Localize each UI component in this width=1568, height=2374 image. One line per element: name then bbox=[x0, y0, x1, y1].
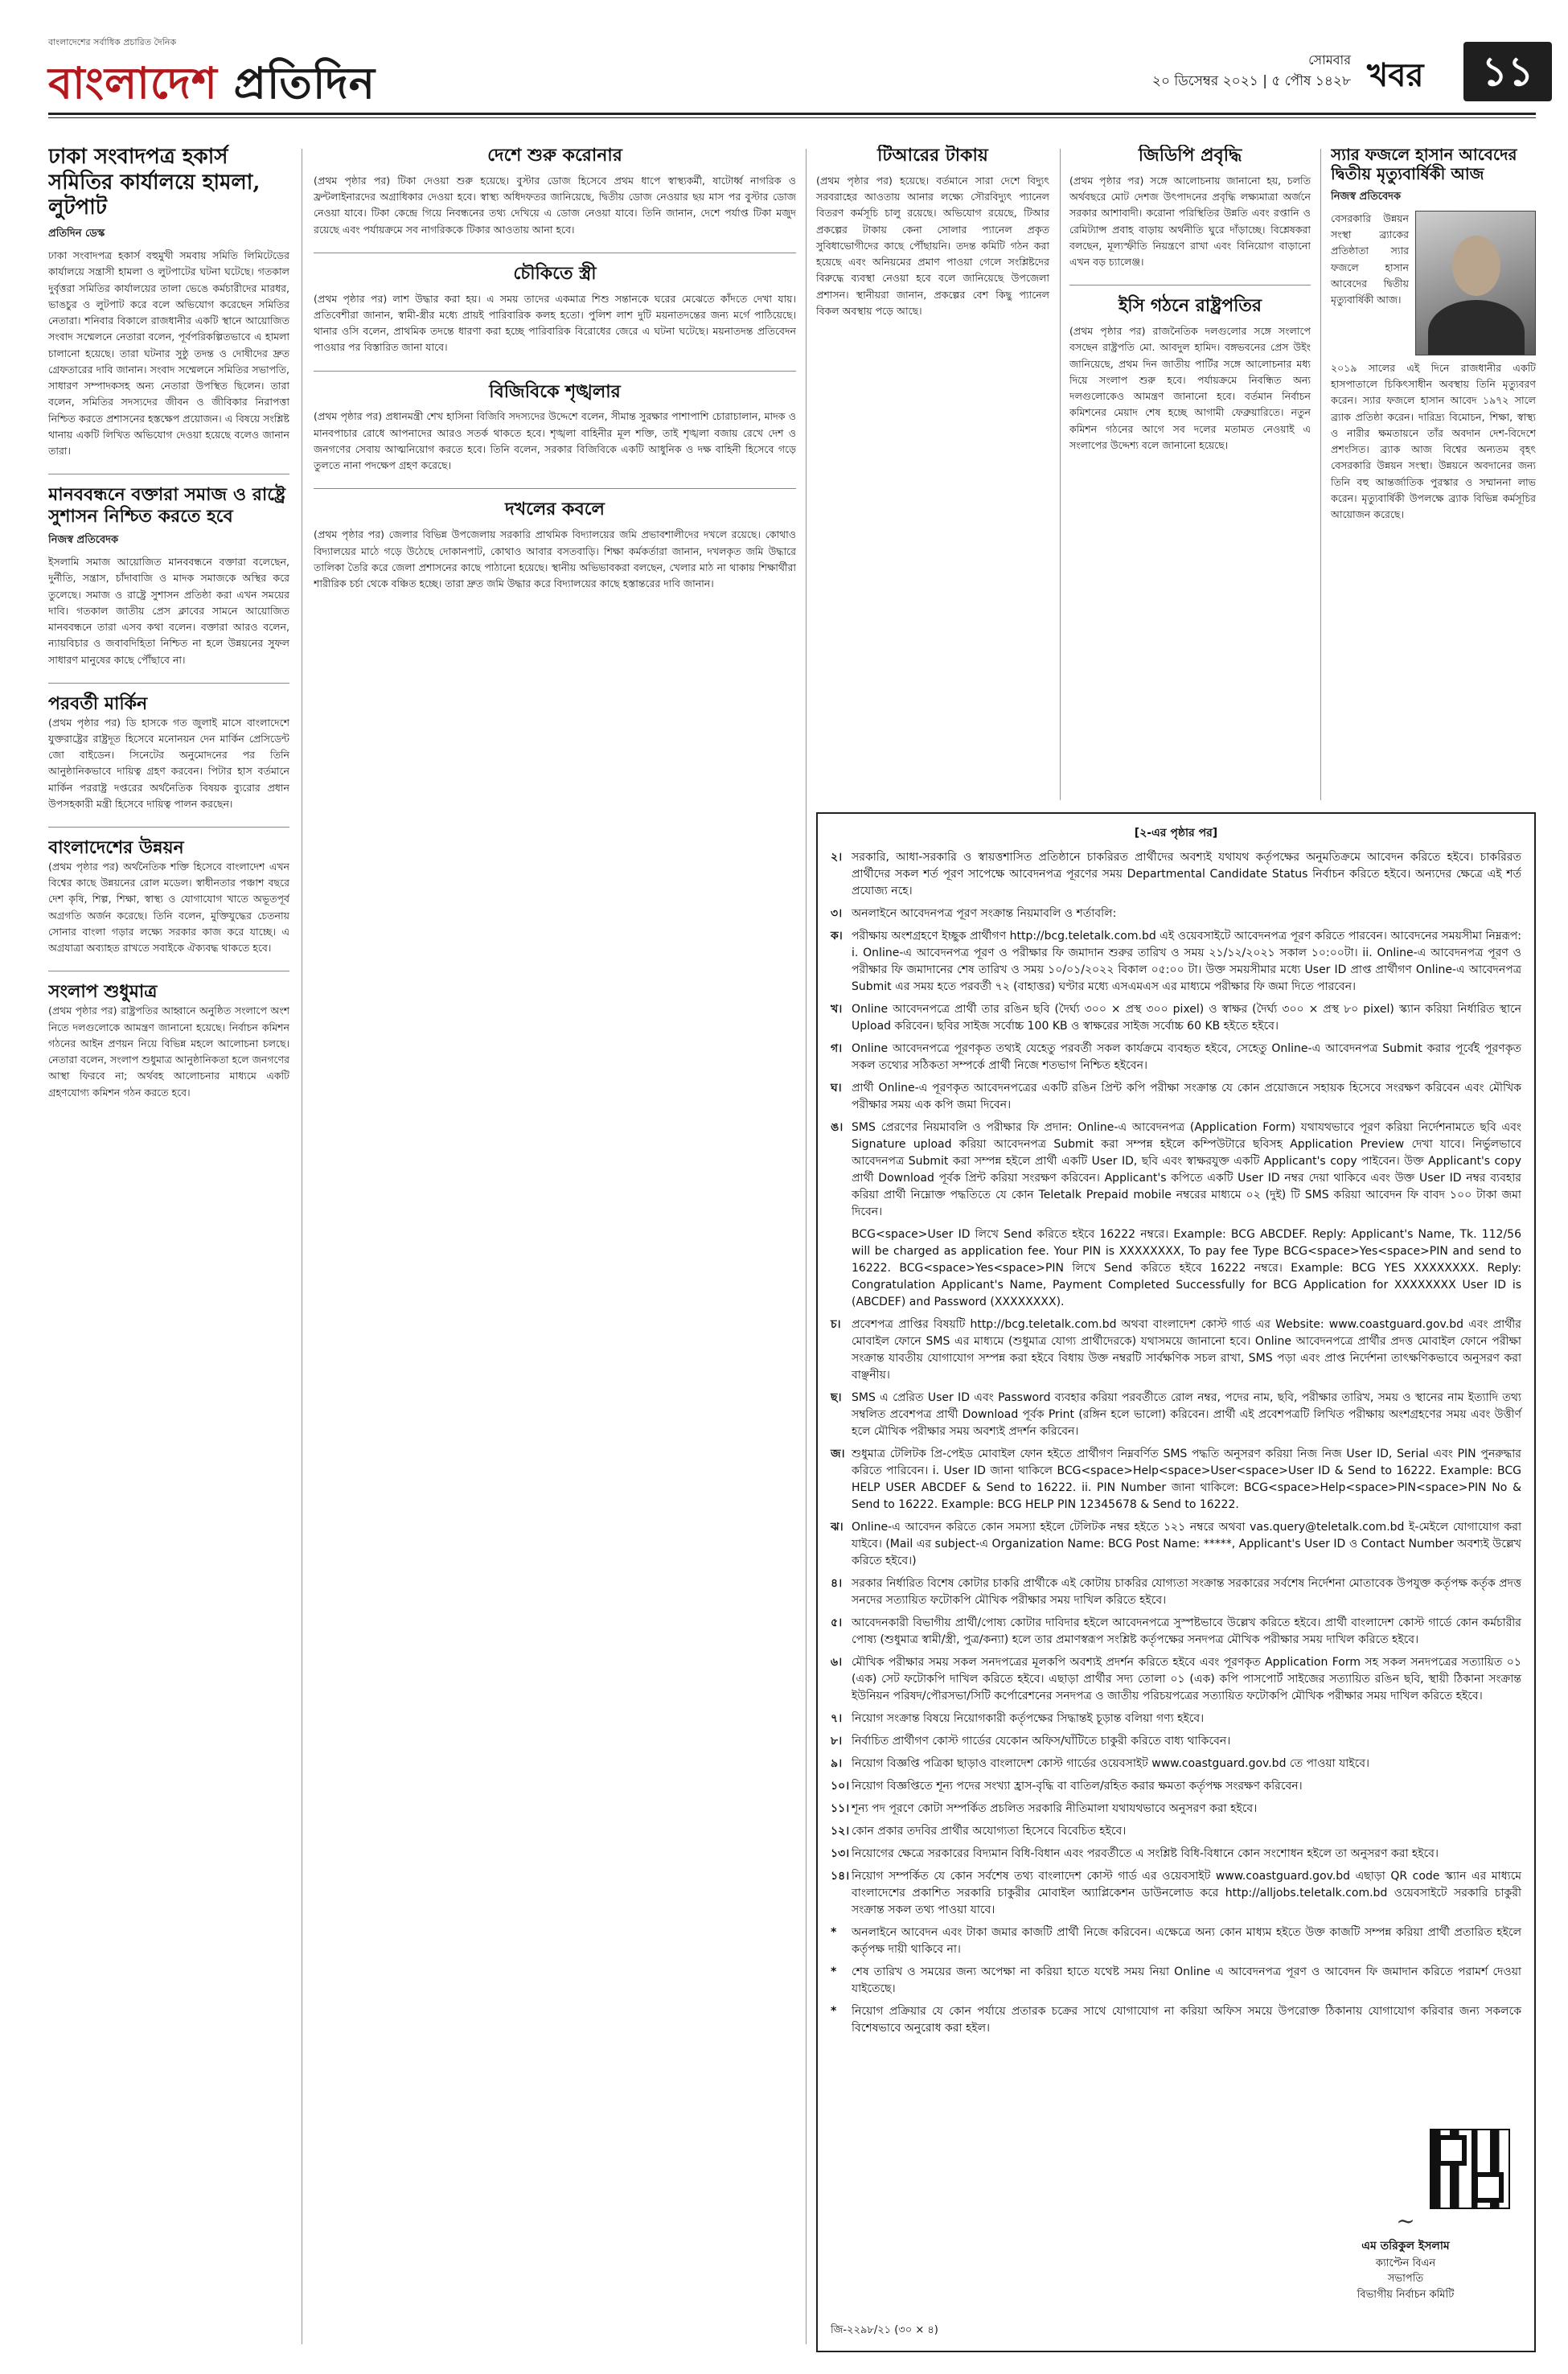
story-body: (প্রথম পৃষ্ঠার পর) অর্থনৈতিক শক্তি হিসেবে বাংলাদেশ এখন বিশ্বের কাছে উন্নয়নের রোল মডেল। স্বাধীনতার পঞ্চাশ বছরে দেশ কৃষি, শিল্প, শিক্ষা, স্বাস্থ্য ও যোগাযোগ খাতে অভূতপূর্ব অগ্রগতি অর্জন করেছে। তিনি বলেন, মুক্তিযুদ্ধের চেতনায় সোনার বাংলা গড়ার লক্ষ্যে সরকার কাজ করে যাচ্ছে। এ অগ্রযাত্রা অব্যাহত রাখতে সবাইকে ঐক্যবদ্ধ থাকতে হবে। bbox=[48, 860, 289, 955]
portrait-head-shape bbox=[1452, 236, 1500, 296]
story-lead-row bbox=[1331, 211, 1536, 355]
notice-item bbox=[831, 849, 1521, 900]
notice-item-number: ৯। bbox=[831, 1757, 843, 1770]
column-1 bbox=[48, 145, 289, 2348]
notice-item-number: ছ। bbox=[831, 1391, 842, 1404]
recruitment-notice bbox=[816, 812, 1536, 2352]
story-body: (প্রথম পৃষ্ঠার পর) সঙ্গে আলোচনায় জানানো হয়, চলতি অর্থবছরে মোট দেশজ উৎপাদনের প্রবৃদ্ধি লক্ষ্যমাত্রা অর্জনে সরকার আশাবাদী। করোনা পরিস্থিতির উন্নতি এবং রপ্তানি ও রেমিট্যান্স প্রবাহ বাড়ায় অর্থনীতি ঘুরে দাঁড়াচ্ছে। বিশ্লেষকরা বলছেন, মূল্যস্ফীতি নিয়ন্ত্রণে রাখা এবং বিনিয়োগ বাড়ানো এখন বড় চ্যালেঞ্জ। bbox=[1069, 174, 1311, 269]
notice-item bbox=[831, 1041, 1521, 1074]
notice-item bbox=[831, 1001, 1521, 1035]
notice-item-number: খ। bbox=[831, 1003, 843, 1016]
signer-committee: বিভাগীয় নির্বাচন কমিটি bbox=[1357, 2288, 1455, 2301]
notice-item-text: আবেদনকারী বিভাগীয় প্রার্থী/পোষ্য কোটার দাবিদার হইলে আবেদনপত্রে সুস্পষ্টভাবে উল্লেখ করিতে হইবে। প্রার্থী বাংলাদেশ কোস্ট গার্ডে কোন কর্মচারীর পোষ্য (শুধুমাত্র স্বামী/স্ত্রী, পুত্র/কন্যা) হলে তার প্রমাণস্বরূপ সংশ্লিষ্ট কর্তৃপক্ষের সনদপত্র মৌখিক পরীক্ষার সময় দাখিল করিতে হইবে। bbox=[852, 1616, 1521, 1646]
story-lead: বেসরকারি উন্নয়ন সংস্থা ব্র্যাকের প্রতিষ্ঠাতা স্যার ফজলে হাসান আবেদের দ্বিতীয় মৃত্যুবার্ষিকী আজ। bbox=[1331, 212, 1409, 306]
notice-item-number bbox=[831, 1226, 852, 1311]
notice-item bbox=[831, 1846, 1521, 1863]
notice-item-text: নির্বাচিত প্রার্থীগণ কোস্ট গার্ডের যেকোন অফিস/ঘাঁটিতে চাকুরী করিতে বাধ্য থাকিবেন। bbox=[852, 1735, 1231, 1748]
notice-item bbox=[831, 1756, 1521, 1772]
notice-item-number: গ। bbox=[831, 1042, 843, 1055]
column-4 bbox=[1069, 145, 1311, 796]
notice-item bbox=[831, 1964, 1521, 1998]
column-5 bbox=[1331, 145, 1536, 796]
notice-item bbox=[831, 1654, 1521, 1705]
story-body: (প্রথম পৃষ্ঠার পর) প্রধানমন্ত্রী শেখ হাসিনা বিজিবি সদস্যদের উদ্দেশে বলেন, সীমান্ত সুরক্ষার পাশাপাশি চোরাচালান, মাদক ও মানবপাচার রোধে আপনাদের আরও সতর্ক থাকতে হবে। শৃঙ্খলা বাহিনীর মূল শক্তি, তাই শৃঙ্খলা বজায় রেখে দেশ ও জনগণের সেবায় আত্মনিয়োগ করতে হবে। তিনি বলেন, সরকার বিজিবিকে একটি আধুনিক ও দক্ষ বাহিনী হিসেবে গড়ে তুলতে নানা পদক্ষেপ গ্রহণ করেছে। bbox=[314, 410, 796, 472]
column-2 bbox=[314, 145, 796, 2348]
story-occupation[interactable] bbox=[314, 499, 796, 592]
notice-item-number: ঘ। bbox=[831, 1082, 842, 1095]
story-headline: মানববন্ধনে বক্তারা সমাজ ও রাষ্ট্রে সুশাসন নিশ্চিত করতে হবে bbox=[48, 484, 286, 528]
notice-item-number: ১১। bbox=[831, 1802, 850, 1815]
qr-code-icon[interactable] bbox=[1430, 2129, 1510, 2209]
notice-item-text: নিয়োগ প্রক্রিয়ার যে কোন পর্যায়ে প্রতারক চক্রের সাথে যোগাযোগ না করিয়া অফিস সময়ে উপরোক্ত ঠিকানায় যোগাযোগ করিবার জন্য সকলকে বিশেষভাবে অনুরোধ করা হইল। bbox=[852, 2005, 1521, 2035]
page-number: ১১ bbox=[1463, 42, 1552, 101]
notice-item-text: প্রবেশপত্র প্রাপ্তির বিষয়টি http://bcg.teletalk.com.bd অথবা বাংলাদেশ কোস্ট গার্ড এর Website: www.coastguard.gov.bd এবং প্রার্থীর মোবাইল ফোনে SMS এর মাধ্যমে (শুধুমাত্র যোগ্য প্রার্থীদেরকে) যথাসময়ে জানানো হবে। Online আবেদনপত্রে প্রার্থীর প্রদত্ত মোবাইল ফোনে পরীক্ষা সংক্রান্ত যাবতীয় যোগাযোগ সম্পন্ন করা হইবে বিধায় উক্ত নম্বরটি সার্বক্ষণিক সচল রাখা, SMS পড়া এবং প্রাপ্ত নির্দেশনা তাৎক্ষণিকভাবে অনুসরণ করা বাঞ্ছনীয়। bbox=[852, 1318, 1521, 1382]
notice-item-text: শুধুমাত্র টেলিটক প্রি-পেইড মোবাইল ফোন হইতে প্রার্থীগণ নিম্নবর্ণিত SMS পদ্ধতি অনুসরণ করিয়া নিজ নিজ User ID, Serial এবং PIN পুনরুদ্ধার করিতে পারিবেন। i. User ID জানা থাকিলে BCG<space>Help<space>User<space>User ID & Send to 16222. Example: BCG HELP USER ABCDEF & Send to 16222. ii. PIN Number জানা থাকিলে: BCG<space>Help<space>PIN<space>PIN No & Send to 16222. Example: BCG HELP PIN 12345678 & Send to 16222. bbox=[852, 1448, 1521, 1511]
notice-item-number: * bbox=[831, 1965, 837, 1978]
divider bbox=[314, 371, 796, 372]
notice-item-text: শূন্য পদ পূরণে কোটা সম্পর্কিত প্রচলিত সরকারি নীতিমালা যথাযথভাবে অনুসরণ করা হইবে। bbox=[852, 1802, 1258, 1815]
story-headline: দেশে শুরু করোনার bbox=[487, 145, 622, 166]
story-headline: পরবর্তী মার্কিন bbox=[48, 692, 148, 714]
notice-item-text: Online আবেদনপত্রে প্রার্থী তার রঙিন ছবি (দৈর্ঘ্য ৩০০ × প্রস্থ ৩০০ pixel) ও স্বাক্ষর (দৈর্ঘ্য ৩০০ × প্রস্থ ৮০ pixel) স্ক্যান করিয়া নির্ধারিত স্থানে Upload করিবেন। ছবির সাইজ সর্বোচ্চ 100 KB ও স্বাক্ষরের সাইজ সর্বোচ্চ 60 KB হইতে হইবে। bbox=[852, 1003, 1521, 1033]
notice-item-text: BCG<space>User ID লিখে Send করিতে হইবে 16222 নম্বরে। Example: BCG ABCDEF. Reply: Applicant's Name, Tk. 112/56 will be charged as application fee. Your PIN is XXXXXXXX, To pay fee Type BCG<space>Yes<space>PIN and send to 16222. BCG<space>Yes<space>PIN লিখে Send করিতে হইবে 16222 নম্বরে। Example: BCG YES XXXXXXXX. Reply: Congratulation Applicant's Name, Payment Completed Successfully for BCG Application for XXXXXXXX User ID is (ABCDEF) and Password (XXXXXXXX). bbox=[852, 1228, 1521, 1308]
notice-item-text: অনলাইনে আবেদন এবং টাকা জমার কাজটি প্রার্থী নিজে করিবেন। এক্ষেত্রে অন্য কোন মাধ্যম হইতে উক্ত কাজটি সম্পন্ন করিয়া প্রার্থী প্রতারিত হইলে কর্তৃপক্ষ দায়ী থাকিবে না। bbox=[852, 1926, 1521, 1956]
column-rule bbox=[1060, 149, 1061, 800]
ad-reference-number: জি-২২৯৮/২১ (৩০ × ৪) bbox=[831, 2324, 938, 2336]
signer-rank: ক্যাপ্টেন বিএন bbox=[1375, 2257, 1436, 2269]
notice-item bbox=[831, 1316, 1521, 1384]
notice-item bbox=[831, 1519, 1521, 1570]
story-body: ইসলামি সমাজ আয়োজিত মানববন্ধনে বক্তারা বলেছেন, দুর্নীতি, সন্ত্রাস, চাঁদাবাজি ও মাদক সমাজকে অস্থির করে তুলেছে। সমাজ ও রাষ্ট্রে সুশাসন প্রতিষ্ঠা করা এখন সময়ের দাবি। গতকাল জাতীয় প্রেস ক্লাবের সামনে আয়োজিত মানববন্ধনে তারা এসব কথা বলেন। বক্তারা আরও বলেন, ন্যায়বিচার ও জবাবদিহিতা নিশ্চিত না হলে উন্নয়নের সুফল সাধারণ মানুষের কাছে পৌঁছাবে না। bbox=[48, 556, 289, 666]
notice-item-number: ১০। bbox=[831, 1780, 850, 1793]
story-byline: নিজস্ব প্রতিবেদক bbox=[48, 534, 119, 547]
notice-item-number: ৭। bbox=[831, 1712, 843, 1725]
notice-item-text: অনলাইনে আবেদনপত্র পূরণ সংক্রান্ত নিয়মাবলি ও শর্তাবলি: bbox=[852, 907, 1117, 920]
column-rule bbox=[806, 149, 807, 2344]
logo-part-a: বাংলাদেশ bbox=[48, 57, 234, 109]
notice-item-number: ক। bbox=[831, 930, 843, 943]
story-wife-bed[interactable] bbox=[314, 263, 796, 356]
portrait-photo bbox=[1415, 211, 1536, 355]
notice-item-number: * bbox=[831, 2005, 837, 2018]
signer-role: সভাপতি bbox=[1387, 2273, 1424, 2285]
notice-item bbox=[831, 928, 1521, 996]
masthead-rule-thin bbox=[48, 117, 1536, 118]
signer-name: এম তরিকুল ইসলাম bbox=[1361, 2239, 1450, 2253]
story-gdp[interactable] bbox=[1069, 145, 1311, 270]
notice-continuation-head: [২-এর পৃষ্ঠার পর] bbox=[1134, 827, 1218, 840]
notice-item bbox=[831, 1868, 1521, 1919]
notice-item bbox=[831, 1080, 1521, 1114]
notice-item-number: ৮। bbox=[831, 1735, 843, 1748]
story-body: ২০১৯ সালের এই দিনে রাজধানীর একটি হাসপাতালে চিকিৎসাধীন অবস্থায় তিনি মৃত্যুবরণ করেন। স্যার ফজলে হাসান আবেদ ১৯৭২ সালে ব্র্যাক প্রতিষ্ঠা করেন। দারিদ্র্য বিমোচন, শিক্ষা, স্বাস্থ্য ও নারীর ক্ষমতায়নে তাঁর অবদান দেশ-বিদেশে প্রশংসিত। ব্র্যাক আজ বিশ্বের অন্যতম বৃহৎ বেসরকারি উন্নয়ন সংস্থা। উন্নয়নে অবদানের জন্য তিনি বহু আন্তর্জাতিক পুরস্কার ও সম্মাননা লাভ করেন। মৃত্যুবার্ষিকী উপলক্ষে ব্র্যাক বিভিন্ন কর্মসূচির আয়োজন করেছে। bbox=[1331, 361, 1536, 521]
notice-item bbox=[831, 2003, 1521, 2037]
notice-item bbox=[831, 1711, 1521, 1727]
notice-item-number: ঙ। bbox=[831, 1121, 844, 1134]
notice-item-number: ৩। bbox=[831, 907, 843, 920]
notice-item-number: ১২। bbox=[831, 1825, 850, 1838]
logo-part-b: প্রতিদিন bbox=[233, 57, 376, 109]
notice-item-number: ৫। bbox=[831, 1616, 843, 1629]
story-headline: জিডিপি প্রবৃদ্ধি bbox=[1138, 145, 1242, 166]
notice-item-number: জ। bbox=[831, 1448, 845, 1460]
story-booster[interactable] bbox=[314, 145, 796, 238]
story-body: (প্রথম পৃষ্ঠার পর) ডি হাসকে গত জুলাই মাসে বাংলাদেশে যুক্তরাষ্ট্রের রাষ্ট্রদূত হিসেবে মনোনয়ন দেন মার্কিন প্রেসিডেন্ট জো বাইডেন। সিনেটের অনুমোদনের পর তিনি আনুষ্ঠানিকভাবে দায়িত্ব গ্রহণ করবেন। পিটার হাস বর্তমানে মার্কিন পররাষ্ট্র দপ্তরের অর্থনৈতিক বিষয়ক ব্যুরোর প্রধান উপসহকারী মন্ত্রী হিসেবে দায়িত্ব পালন করছেন। bbox=[48, 716, 289, 810]
notice-item bbox=[831, 1924, 1521, 1958]
notice-item-text: Online আবেদনপত্রে পূরণকৃত তথ্যই যেহেতু পরবর্তী সকল কার্যক্রমে ব্যবহৃত হইবে, সেহেতু Online-এ আবেদনপত্র Submit করার পূর্বেই পূরণকৃত সকল তথ্যের সঠিকতা সম্পর্কে প্রার্থী নিজে শতভাগ নিশ্চিত হইবেন। bbox=[852, 1042, 1521, 1072]
notice-item-text: Online-এ আবেদন করিতে কোন সমস্যা হইলে টেলিটক নম্বর হইতে ১২১ নম্বরে অথবা vas.query@teletalk.com.bd ই-মেইলে যোগাযোগ করা যাইবে। (Mail এর subject-এ Organization Name: BCG Post Name: *****, Applicant's User ID ও Contact Number অবশ্যই উল্লেখ করিতে হইবে।) bbox=[852, 1521, 1521, 1567]
notice-item bbox=[831, 1801, 1521, 1817]
notice-item-text: নিয়োগ বিজ্ঞপ্তি পত্রিকা ছাড়াও বাংলাদেশ কোস্ট গার্ডের ওয়েবসাইট www.coastguard.gov.bd তে পাওয়া যাইবে। bbox=[852, 1757, 1369, 1770]
story-human-chain[interactable] bbox=[48, 484, 289, 667]
notice-item-number: ঝ। bbox=[831, 1521, 844, 1534]
divider bbox=[48, 683, 289, 684]
issue-day: সোমবার bbox=[1308, 52, 1351, 68]
notice-item-text: পরীক্ষায় অংশগ্রহণে ইচ্ছুক প্রার্থীগণ http://bcg.teletalk.com.bd এই ওয়েবসাইটে আবেদনপত্র পূরণ করিতে পারবেন। আবেদনের সময়সীমা নিম্নরূপ: i. Online-এ আবেদনপত্র পূরণ ও পরীক্ষার ফি জমাদান শুরুর তারিখ ও সময় ২১/১২/২০২১ সকাল ১০:০০টা। ii. Online-এ আবেদনপত্র পূরণ ও পরীক্ষার ফি জমাদানের শেষ তারিখ ও সময় ১০/০১/২০২২ বিকাল ০৫:০০ টা। উক্ত সময়সীমার মধ্যে User ID প্রাপ্ত প্রার্থীগণ Online-এ আবেদনপত্র Submit এর সময় হতে পরবর্তী ৭২ (বাহাত্তর) ঘণ্টার মধ্যে এসএমএস এর মাধ্যমে পরীক্ষার ফি জমা দিতে পারবেন। bbox=[852, 930, 1521, 993]
column-3 bbox=[816, 145, 1049, 796]
notice-item bbox=[831, 1823, 1521, 1840]
story-byline: প্রতিদিন ডেস্ক bbox=[48, 228, 105, 240]
story-development[interactable] bbox=[48, 837, 289, 956]
notice-item-text: SMS প্রেরণের নিয়মাবলি ও পরীক্ষার ফি প্রদান: Online-এ আবেদনপত্র (Application Form) যথাযথভাবে পূরণ করিয়া নির্দেশনামতে ছবি এবং Signature upload করিয়া আবেদনপত্র Submit করা সম্পন্ন হইলে কম্পিউটারে ছবিসহ Application Preview দেখা যাবে। নির্ভুলভাবে আবেদনপত্র Submit করা সম্পন্ন হইলে প্রার্থী একটি User ID, ছবি এবং স্বাক্ষরযুক্ত একটি Applicant's copy পাইবেন। উক্ত Applicant's copy প্রার্থী Download পূর্বক প্রিন্ট করিয়া সংরক্ষণ করিবেন। Applicant's কপিতে একটি User ID নম্বর দেয়া থাকিবে এবং উক্ত User ID নম্বর ব্যবহার করিয়া প্রার্থী নিম্নোক্ত পদ্ধতিতে যে কোন Teletalk Prepaid mobile নম্বরের মাধ্যমে ০২ (দুই) টি SMS করিয়া আবেদন ফি বাবদ ১০০ টাকা জমা দিবেন। bbox=[852, 1121, 1521, 1218]
notice-item bbox=[831, 1390, 1521, 1440]
story-body: (প্রথম পৃষ্ঠার পর) রাষ্ট্রপতির আহ্বানে অনুষ্ঠিত সংলাপে অংশ নিতে দলগুলোকে আমন্ত্রণ জানানো হয়েছে। নির্বাচন কমিশন গঠনের আইন প্রণয়ন নিয়ে বিভিন্ন মহলে আলোচনা চলছে। নেতারা বলেন, সংলাপ শুধুমাত্র আনুষ্ঠানিকতা হলে জনগণের আস্থা ফিরবে না; অর্থবহ আলোচনার মাধ্যমে একটি গ্রহণযোগ্য কমিশন গঠন করতে হবে। bbox=[48, 1004, 289, 1099]
story-body: (প্রথম পৃষ্ঠার পর) টিকা দেওয়া শুরু হয়েছে। বুস্টার ডোজ হিসেবে প্রথম ধাপে স্বাস্থ্যকর্মী, ষাটোর্ধ্ব নাগরিক ও ফ্রন্টলাইনারদের অগ্রাধিকার দেওয়া হবে। স্বাস্থ্য অধিদফতর জানিয়েছে, দ্বিতীয় ডোজ নেওয়ার ছয় মাস পর বুস্টার ডোজ নেওয়া যাবে। টিকা কেন্দ্রে গিয়ে নিবন্ধনের তথ্য দেখিয়ে এ ডোজ নেওয়া যাবে। তিনি জানান, দেশে পর্যাপ্ত টিকা মজুদ রয়েছে এবং পর্যায়ক্রমে সব নাগরিককে টিকার আওতায় আনা হবে। bbox=[314, 174, 796, 236]
story-headline: স্যার ফজলে হাসান আবেদের দ্বিতীয় মৃত্যুবার্ষিকী আজ bbox=[1331, 145, 1517, 184]
notice-item-text: SMS এ প্রেরিত User ID এবং Password ব্যবহার করিয়া পরবর্তীতে রোল নম্বর, পদের নাম, ছবি, পরীক্ষার তারিখ, সময় ও স্থানের নাম ইত্যাদি তথ্য সম্বলিত প্রবেশপত্র প্রার্থী Download পূর্বক Print (রঙ্গিন হলে ভালো) করিবেন। প্রার্থী এই প্রবেশপত্রটি লিখিত পরীক্ষায় অংশগ্রহণের সময় এবং উত্তীর্ণ হলে মৌখিক পরীক্ষার সময় অবশ্যই প্রদর্শন করিবেন। bbox=[852, 1391, 1521, 1438]
notice-item bbox=[831, 1575, 1521, 1609]
story-hawkers-attack[interactable] bbox=[48, 145, 289, 459]
portrait-suit-shape bbox=[1428, 300, 1525, 355]
notice-item-text: নিয়োগ সংক্রান্ত বিষয়ে নিয়োগকারী কর্তৃপক্ষের সিদ্ধান্তই চূড়ান্ত বলিয়া গণ্য হইবে। bbox=[852, 1712, 1205, 1725]
notice-item bbox=[831, 1733, 1521, 1750]
notice-item bbox=[831, 1119, 1521, 1221]
masthead-rule bbox=[48, 113, 1536, 115]
notice-item bbox=[831, 1446, 1521, 1514]
story-body: (প্রথম পৃষ্ঠার পর) জেলার বিভিন্ন উপজেলায় সরকারি প্রাথমিক বিদ্যালয়ের জমি প্রভাবশালীদের দখলে রয়েছে। কোথাও বিদ্যালয়ের মাঠে গড়ে উঠেছে দোকানপাট, কোথাও আবার বসতবাড়ি। শিক্ষা কর্মকর্তারা জানান, দখলকৃত জমি উদ্ধারে তালিকা তৈরি করে জেলা প্রশাসনের কাছে পাঠানো হয়েছে। স্থানীয় অভিভাবকরা বলছেন, খেলার মাঠ না থাকায় শিক্ষার্থীরা শারীরিক চর্চা থেকে বঞ্চিত হচ্ছে। তারা দ্রুত জমি উদ্ধার করে বিদ্যালয়ের কাছে হস্তান্তরের দাবি জানান। bbox=[314, 528, 796, 590]
notice-item-text: মৌখিক পরীক্ষার সময় সকল সনদপত্রের মূলকপি অবশ্যই প্রদর্শন করিতে হইবে এবং পূরণকৃত Application Form সহ সকল সনদপত্রের সত্যায়িত ০১ (এক) সেট ফটোকপি দাখিল করিতে হইবে। এছাড়া প্রার্থীর সদ্য তোলা ০১ (এক) কপি পাসপোর্ট সাইজের সত্যায়িত রঙিন ছবি, স্থায়ী ঠিকানা সংক্রান্ত ইউনিয়ন পরিষদ/পৌরসভা/সিটি কর্পোরেশনের সনদপত্র ও জাতীয় পরিচয়পত্রের সত্যায়িত ফটোকপি মৌখিক পরীক্ষার সময় দাখিল করিতে হইবে। bbox=[852, 1656, 1521, 1702]
story-headline: ইসি গঠনে রাষ্ট্রপতির bbox=[1118, 295, 1262, 317]
story-fazle-hasan-abed[interactable] bbox=[1331, 145, 1536, 523]
masthead bbox=[32, 23, 1536, 143]
notice-item bbox=[831, 1615, 1521, 1649]
column-rule bbox=[1320, 149, 1321, 800]
story-headline: চৌকিতে স্ত্রী bbox=[513, 262, 597, 284]
story-dialogue[interactable] bbox=[48, 981, 289, 1100]
story-headline: বাংলাদেশের উন্নয়ন bbox=[48, 837, 184, 859]
divider bbox=[314, 488, 796, 489]
notice-item bbox=[831, 1778, 1521, 1795]
story-tr-money[interactable] bbox=[816, 145, 1049, 319]
notice-items bbox=[831, 849, 1521, 2037]
notice-item-number: * bbox=[831, 1926, 837, 1939]
notice-item-number: ১৪। bbox=[831, 1870, 850, 1883]
notice-item-number: ৪। bbox=[831, 1577, 843, 1590]
story-body: ঢাকা সংবাদপত্র হকার্স বহুমুখী সমবায় সমিতি লিমিটেডের কার্যালয়ে সন্ত্রাসী হামলা ও লুটপাটের ঘটনা ঘটেছে। গতকাল দুর্বৃত্তরা সমিতির কার্যালয়ের তালা ভেঙে কর্মচারীদের মারধর, ভাঙচুর ও লুটপাট করে বলে অভিযোগ করেছেন সমিতির নেতারা। শনিবার বিকালে রাজধানীর একটি স্থানে আয়োজিত সংবাদ সম্মেলনে নেতারা বলেন, পূর্বপরিকল্পিতভাবে এ হামলা চালানো হয়েছে। তারা ঘটনার সুষ্ঠু তদন্ত ও দোষীদের দ্রুত গ্রেফতারের দাবি জানান। সংবাদ সম্মেলনে সমিতির সভাপতি, সাধারণ সম্পাদকসহ অন্য নেতারা উপস্থিত ছিলেন। তারা বলেন, সমিতির সদস্যদের জীবন ও জীবিকার নিরাপত্তা নিশ্চিত করতে প্রশাসনের হস্তক্ষেপ প্রয়োজন। এ বিষয়ে সংশ্লিষ্ট থানায় একটি লিখিত অভিযোগ দেওয়া হয়েছে বলেও জানান তারা। bbox=[48, 249, 289, 458]
story-headline: ঢাকা সংবাদপত্র হকার্স সমিতির কার্যালয়ে হামলা, লুটপাট bbox=[48, 145, 261, 220]
notice-item-text: নিয়োগের ক্ষেত্রে সরকারের বিদ্যমান বিধি-বিধান এবং পরবর্তীতে এ সংশ্লিষ্ট বিধি-বিধানে কোন সংশোধন হইলে তা অনুসরণ করা হইবে। bbox=[852, 1847, 1439, 1860]
story-body: (প্রথম পৃষ্ঠার পর) লাশ উদ্ধার করা হয়। এ সময় তাদের একমাত্র শিশু সন্তানকে ঘরের মেঝেতে কাঁদতে দেখা যায়। প্রতিবেশীরা জানান, স্বামী-স্ত্রীর মধ্যে প্রায়ই পারিবারিক কলহ হতো। পুলিশ লাশ দুটি ময়নাতদন্তের জন্য মর্গে পাঠিয়েছে। থানার ওসি বলেন, প্রাথমিক তদন্তে ধারণা করা হচ্ছে পারিবারিক বিরোধের জেরে এ ঘটনা ঘটেছে। ময়নাতদন্ত প্রতিবেদন পাওয়ার পর বিস্তারিত জানা যাবে। bbox=[314, 292, 796, 354]
handwritten-signature: ~ bbox=[1396, 2207, 1415, 2234]
masthead-tagline: বাংলাদেশের সর্বাধিক প্রচারিত দৈনিক bbox=[48, 37, 177, 47]
notice-item bbox=[831, 1226, 1521, 1311]
newspaper-logo[interactable] bbox=[48, 50, 376, 122]
notice-item-text: নিয়োগ সম্পর্কিত যে কোন সর্বশেষ তথ্য বাংলাদেশ কোস্ট গার্ড এর ওয়েবসাইট www.coastguard.gov.bd এছাড়া QR code স্ক্যান এর মাধ্যমে বাংলাদেশের প্রকাশিত সরকারি চাকুরীর মোবাইল অ্যাপ্লিকেশন ডাউনলোড করে http://alljobs.teletalk.com.bd ওয়েবসাইটে সরকারি চাকুরী সংক্রান্ত সকল তথ্য পাওয়া যাবে। bbox=[852, 1870, 1521, 1916]
story-headline: টিআরের টাকায় bbox=[877, 145, 988, 166]
issue-date: ২০ ডিসেম্বর ২০২১ | ৫ পৌষ ১৪২৮ bbox=[1151, 73, 1351, 89]
story-body: (প্রথম পৃষ্ঠার পর) হয়েছে। বর্তমানে সারা দেশে বিদ্যুৎ সরবরাহের আওতায় আনার লক্ষ্যে সৌরবিদ্যুৎ প্যানেল বিতরণ কর্মসূচি চালু রয়েছে। অভিযোগ রয়েছে, টিআর প্রকল্পের টাকায় কেনা সোলার প্যানেল প্রকৃত সুবিধাভোগীদের কাছে পৌঁছায়নি। তদন্ত কমিটি গঠন করা হয়েছে এবং অনিয়মের প্রমাণ পাওয়া গেলে সংশ্লিষ্টদের বিরুদ্ধে ব্যবস্থা নেওয়া হবে বলে জানিয়েছে উপজেলা প্রশাসন। স্থানীয়রা জানান, প্রকল্পের বেশ কিছু প্যানেল বিকল অবস্থায় পড়ে আছে। bbox=[816, 174, 1049, 317]
notice-item bbox=[831, 906, 1521, 922]
notice-item-number: ১৩। bbox=[831, 1847, 850, 1860]
story-headline: দখলের কবলে bbox=[505, 499, 605, 520]
notice-item-text: সরকার নির্ধারিত বিশেষ কোটার চাকরি প্রার্থীকে এই কোটায় চাকরির যোগ্যতা সংক্রান্ত সরকারের সর্বশেষ নির্দেশনা মোতাবেক উপযুক্ত কর্তৃপক্ষ কর্তৃক প্রদত্ত সনদের সত্যায়িত ফটোকপি মৌখিক পরীক্ষার সময় দাখিল করিতে হইবে। bbox=[852, 1577, 1521, 1607]
story-headline: সংলাপ শুধুমাত্র bbox=[48, 981, 158, 1003]
story-byline: নিজস্ব প্রতিবেদক bbox=[1331, 190, 1402, 203]
story-body: (প্রথম পৃষ্ঠার পর) রাজনৈতিক দলগুলোর সঙ্গে সংলাপে বসছেন রাষ্ট্রপতি মো. আবদুল হামিদ। বঙ্গভবনের প্রেস উইং জানিয়েছে, প্রথম দিন জাতীয় পার্টির সঙ্গে আলোচনার মধ্য দিয়ে সংলাপ শুরু হবে। পর্যায়ক্রমে নিবন্ধিত অন্য দলগুলোকেও আমন্ত্রণ জানানো হবে। বর্তমান নির্বাচন কমিশনের মেয়াদ শেষ হচ্ছে আগামী ফেব্রুয়ারিতে। নতুন কমিশন গঠনের আগে সব দলের মতামত নেওয়াই এ সংলাপের উদ্দেশ্য বলে জানানো হয়েছে। bbox=[1069, 325, 1311, 451]
notice-item-number: ৬। bbox=[831, 1656, 843, 1669]
story-bgb[interactable] bbox=[314, 381, 796, 474]
notice-item-text: প্রার্থী Online-এ পূরণকৃত আবেদনপত্রের একটি রঙিন প্রিন্ট কপি পরীক্ষা সংক্রান্ত যে কোন প্রয়োজনে সহায়ক হিসেবে সংরক্ষণ করিবেন এবং মৌখিক পরীক্ষার সময় এক কপি জমা দিবেন। bbox=[852, 1082, 1521, 1111]
notice-item-number: চ। bbox=[831, 1318, 841, 1331]
story-ec-president[interactable] bbox=[1069, 295, 1311, 454]
signature-block bbox=[1301, 2208, 1510, 2303]
notice-item-number: ২। bbox=[831, 851, 843, 864]
story-headline: বিজিবিকে শৃঙ্খলার bbox=[489, 380, 621, 402]
story-next-us[interactable] bbox=[48, 693, 289, 812]
section-name: খবর bbox=[1367, 57, 1424, 94]
notice-item-text: কোন প্রকার তদবির প্রার্থীর অযোগ্যতা হিসেবে বিবেচিত হইবে। bbox=[852, 1825, 1127, 1838]
notice-item-text: শেষ তারিখ ও সময়ের জন্য অপেক্ষা না করিয়া হাতে যথেষ্ট সময় নিয়া Online এ আবেদনপত্র পূরণ ও আবেদন ফি জমাদান করিতে পরামর্শ দেওয়া যাইতেছে। bbox=[852, 1965, 1521, 1995]
notice-item-text: সরকারি, আধা-সরকারি ও স্বায়ত্তশাসিত প্রতিষ্ঠানে চাকরিরত প্রার্থীদের অবশ্যই যথাযথ কর্তৃপক্ষের অনুমতিক্রমে আবেদন করিতে হইবে। চাকরিরত প্রার্থীদের সকল শর্ত পূরণ সাপেক্ষে আবেদনপত্র পূরণের সময় Departmental Candidate Status নির্বাচন করিতে হইবে। অন্যদের ক্ষেত্রে এই শর্ত প্রযোজ্য নহে। bbox=[852, 851, 1521, 897]
divider bbox=[48, 827, 289, 828]
notice-item-text: নিয়োগ বিজ্ঞপ্তিতে শূন্য পদের সংখ্যা হ্রাস-বৃদ্ধি বা বাতিল/রহিত করার ক্ষমতা কর্তৃপক্ষ সংরক্ষণ করিবেন। bbox=[852, 1780, 1303, 1793]
